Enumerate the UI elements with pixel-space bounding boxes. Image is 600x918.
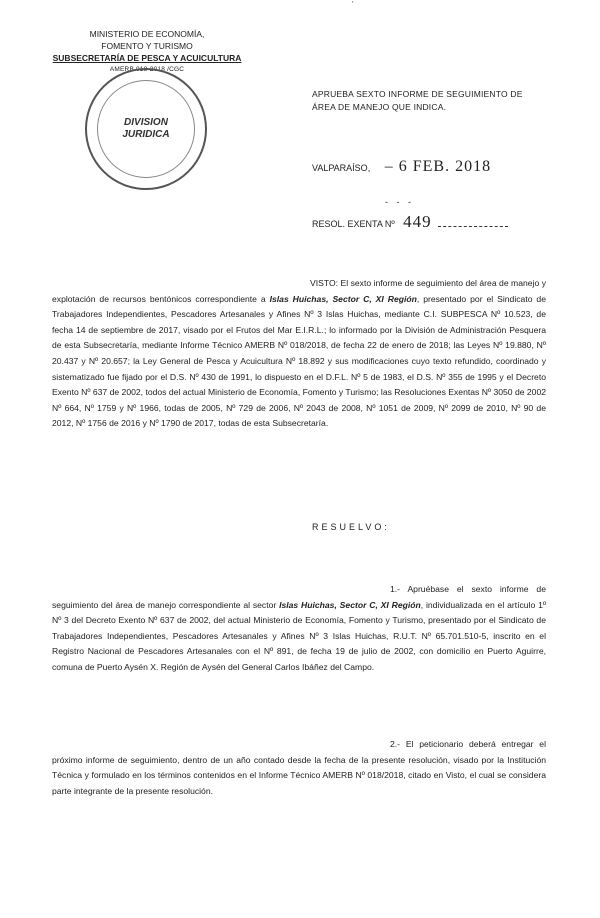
ministry-subname: FOMENTO Y TURISMO [101, 41, 193, 51]
item-1-paragraph [52, 582, 546, 676]
item-1-place: Islas Huichas, Sector C, XI Región [279, 599, 421, 610]
resolution-number: 449 [403, 212, 432, 231]
page-mark: ' [352, 0, 354, 9]
stamp-line-1: DIVISION [124, 117, 168, 128]
stamp-line-2: JURIDICA [122, 129, 170, 140]
date-label: VALPARAÍSO, [312, 163, 371, 173]
division-stamp [85, 68, 207, 190]
resolution-underline [438, 226, 508, 227]
visto-paragraph [52, 276, 546, 432]
item-1-text-b: , individualizada en el artículo 1º Nº 3 del Decreto Exento Nº 637 de 2002, del actual Ministerio de Economía, Fomento y Turismo, presentado por el Sindicato de Trabajadores Independientes, Pescadores Artesanales y Afines Nº 3 Islas Huichas, R.U.T. Nº 65.701.510-5, inscrito en el Registro Nacional de Pescadores Artesanales con el Nº 891, de fecha 19 de julio de 2002, con domicilio en Puerto Aguirre, comuna de Puerto Aysén X. Región de Aysén del General Carlos Ibáñez del Campo. [52, 599, 546, 672]
title-line-2: ÁREA DE MANEJO QUE INDICA. [312, 102, 447, 112]
resolution-line [312, 212, 508, 232]
ministry-name: MINISTERIO DE ECONOMÍA, [89, 29, 205, 39]
reference-code: AMERB 018-2018 /CGC [109, 66, 185, 73]
date-value: – 6 FEB. 2018 [384, 158, 492, 175]
title-line-1: APRUEBA SEXTO INFORME DE SEGUIMIENTO DE [312, 89, 523, 99]
visto-place: Islas Huichas, Sector C, XI Región [269, 293, 417, 304]
date-line [312, 158, 491, 176]
resuelvo-heading: RESUELVO: [312, 522, 390, 532]
subsecretary-name: SUBSECRETARÍA DE PESCA Y ACUICULTURA [52, 53, 242, 63]
item-1-text-a: 1.- Apruébase el sexto informe de seguimiento del área de manejo correspondiente al sector [52, 584, 546, 610]
visto-lead: VISTO: [310, 278, 339, 288]
resolution-label: RESOL. EXENTA Nº [312, 219, 395, 229]
item-2-text: 2.- El peticionario deberá entregar el próximo informe de seguimiento, dentro de un año contado desde la fecha de la presente resolución, visado por la Institución Técnica y formulado en los términos contenidos en el Informe Técnico AMERB Nº 018/2018, citado en Visto, el cual se considera parte integrante de la presente resolución. [52, 739, 546, 796]
item-2-paragraph [52, 737, 546, 799]
document-title [312, 88, 552, 114]
visto-text-a: El sexto informe de seguimiento del área de manejo y explotación de recursos bentónicos correspondiente a [52, 278, 546, 304]
resol-dashes: - - - [385, 197, 414, 207]
visto-text-b: , presentado por el Sindicato de Trabajadores Independientes, Pescadores Artesanales y Afines Nº 3 Islas Huichas, mediante C.I. SUBPESCA Nº 10.523, de fecha 14 de septiembre de 2017, visado por el Frutos del Mar E.I.R.L.; lo informado por la División de Administración Pesquera de esta Subsecretaría, mediante Informe Técnico AMERB Nº 018/2018, de fecha 22 de enero de 2018; las Leyes Nº 19.880, Nº 20.437 y Nº 20.657; la Ley General de Pesca y Acuicultura Nº 18.892 y sus modificaciones cuyo texto refundido, coordinado y sistematizado fue fijado por el D.S. Nº 430 de 1991, lo dispuesto en el D.F.L. Nº 5 de 1983, el D.S. Nº 355 de 1995 y el Decreto Exento Nº 637 de 2002, todos del actual Ministerio de Economía, Fomento y Turismo; las Resoluciones Exentas Nº 3050 de 2002 Nº 664, Nº 1759 y Nº 1966, todas de 2005, Nº 729 de 2006, Nº 2043 de 2008, Nº 1051 de 2009, Nº 2099 de 2010, Nº 90 de 2012, Nº 1756 de 2016 y Nº 1790 de 2017, todas de esta Subsecretaría. [52, 293, 547, 429]
